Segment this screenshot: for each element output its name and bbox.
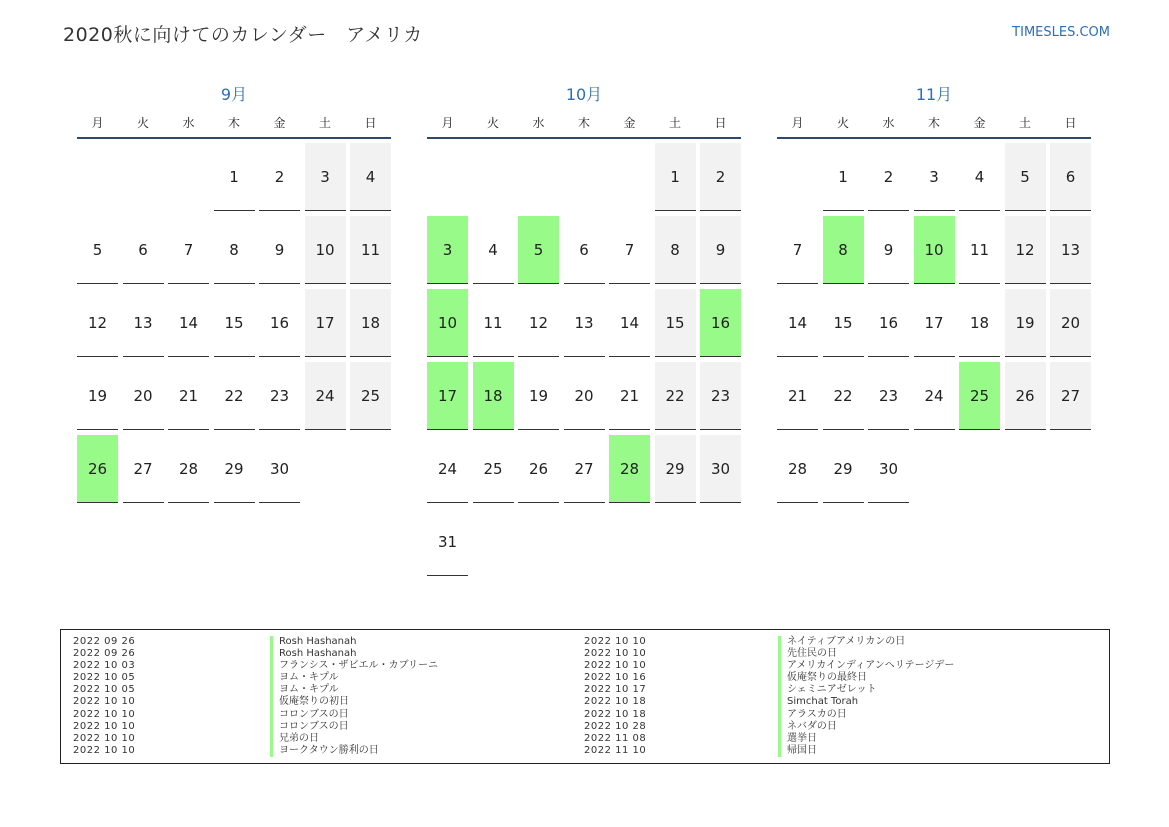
holiday-list [60, 629, 1110, 764]
month-name: 11月 [915, 85, 953, 104]
day-cell[interactable]: 23 [868, 362, 909, 430]
day-cell[interactable]: 2 [700, 143, 741, 211]
month-november [777, 84, 1091, 503]
day-cell[interactable]: 25 [473, 435, 514, 503]
day-cell[interactable]: 10 [914, 216, 955, 284]
day-cell[interactable]: 3 [914, 143, 955, 211]
day-cell[interactable]: 4 [350, 143, 391, 211]
day-cell[interactable]: 26 [518, 435, 559, 503]
blank-cell [77, 143, 118, 211]
weekday-header [77, 114, 391, 139]
weekday-label: 土 [1018, 116, 1031, 130]
holiday-name: ヨークタウン勝利の日 [270, 745, 438, 757]
day-cell[interactable]: 26 [1005, 362, 1046, 430]
holiday-date: 2022 09 26 [73, 636, 136, 647]
weekday-label: 月 [441, 116, 454, 130]
holiday-names-col-2 [778, 636, 954, 757]
day-cell[interactable]: 9 [259, 216, 300, 284]
day-cell[interactable]: 12 [1005, 216, 1046, 284]
day-cell[interactable]: 16 [259, 289, 300, 357]
weekday-label: 水 [532, 116, 545, 130]
holiday-date: 2022 11 08 [584, 732, 647, 744]
holiday-name: 選挙日 [778, 733, 954, 745]
blank-cell [564, 143, 605, 211]
holiday-date: 2022 09 26 [73, 648, 136, 660]
weekday-header [427, 114, 741, 139]
blank-cell [123, 143, 164, 211]
day-cell[interactable]: 17 [305, 289, 346, 357]
holiday-date: 2022 10 28 [584, 720, 647, 732]
day-cell[interactable]: 11 [350, 216, 391, 284]
holiday-date: 2022 10 03 [73, 660, 136, 672]
holiday-name: アラスカの日 [778, 709, 954, 721]
day-cell[interactable]: 20 [564, 362, 605, 430]
day-cell[interactable]: 3 [427, 216, 468, 284]
holiday-name: コロンブスの日 [270, 709, 438, 721]
day-cell[interactable]: 24 [427, 435, 468, 503]
holiday-name: フランシス・ザビエル・カブリーニ [270, 660, 438, 672]
day-cell[interactable]: 30 [259, 435, 300, 503]
weekday-label: 日 [364, 116, 377, 130]
day-cell[interactable]: 24 [305, 362, 346, 430]
day-cell[interactable]: 22 [214, 362, 255, 430]
day-cell[interactable]: 6 [1050, 143, 1091, 211]
days-grid [777, 143, 1091, 503]
weekday-label: 木 [927, 116, 940, 130]
month-september [77, 84, 391, 503]
day-cell[interactable]: 20 [1050, 289, 1091, 357]
day-cell[interactable]: 2 [259, 143, 300, 211]
blank-cell [473, 143, 514, 211]
day-cell[interactable]: 7 [609, 216, 650, 284]
day-cell[interactable]: 24 [914, 362, 955, 430]
weekday-label: 水 [882, 116, 895, 130]
day-cell[interactable]: 4 [473, 216, 514, 284]
blank-cell [427, 143, 468, 211]
day-cell[interactable]: 29 [823, 435, 864, 503]
holiday-date: 2022 10 10 [73, 720, 136, 732]
day-cell[interactable]: 7 [168, 216, 209, 284]
weekday-label: 日 [1064, 116, 1077, 130]
holiday-names-col-1 [270, 636, 438, 757]
holiday-name: ヨム・キプル [270, 684, 438, 696]
holiday-name: Rosh Hashanah [270, 648, 438, 660]
day-cell[interactable]: 14 [777, 289, 818, 357]
day-cell[interactable]: 22 [823, 362, 864, 430]
day-cell[interactable]: 12 [518, 289, 559, 357]
site-link[interactable]: TIMESLES.COM [1012, 25, 1110, 40]
day-cell[interactable]: 29 [655, 435, 696, 503]
day-cell[interactable]: 5 [1005, 143, 1046, 211]
weekday-label: 金 [973, 116, 986, 130]
holiday-name: ネイティブアメリカンの日 [778, 636, 954, 648]
day-cell[interactable]: 4 [959, 143, 1000, 211]
weekday-label: 火 [836, 116, 849, 130]
day-cell[interactable]: 28 [168, 435, 209, 503]
weekday-label: 水 [182, 116, 195, 130]
blank-cell [777, 143, 818, 211]
day-cell[interactable]: 18 [350, 289, 391, 357]
holiday-name: アメリカインディアンヘリテージデー [778, 660, 954, 672]
day-cell[interactable]: 8 [823, 216, 864, 284]
weekday-header [777, 114, 1091, 139]
day-cell[interactable]: 30 [700, 435, 741, 503]
weekday-label: 土 [668, 116, 681, 130]
holiday-name: シェミニアゼレット [778, 684, 954, 696]
day-cell[interactable]: 16 [868, 289, 909, 357]
day-cell[interactable]: 6 [123, 216, 164, 284]
holiday-dates-col-2 [584, 636, 646, 757]
day-cell[interactable]: 8 [655, 216, 696, 284]
day-cell[interactable]: 21 [777, 362, 818, 430]
day-cell[interactable]: 25 [350, 362, 391, 430]
day-cell[interactable]: 13 [1050, 216, 1091, 284]
day-cell[interactable]: 13 [123, 289, 164, 357]
day-cell[interactable]: 8 [214, 216, 255, 284]
month-name: 9月 [220, 85, 248, 104]
day-cell[interactable]: 20 [123, 362, 164, 430]
day-cell[interactable]: 31 [427, 508, 468, 576]
holiday-name: ヨム・キプル [270, 672, 438, 684]
day-cell[interactable]: 27 [564, 435, 605, 503]
weekday-label: 木 [577, 116, 590, 130]
weekday-label: 月 [791, 116, 804, 130]
days-grid [427, 143, 741, 576]
month-name: 10月 [565, 85, 603, 104]
holiday-date: 2022 10 10 [584, 660, 647, 672]
holiday-date: 2022 10 17 [584, 684, 647, 696]
day-cell[interactable]: 10 [427, 289, 468, 357]
day-cell[interactable]: 17 [427, 362, 468, 430]
day-cell[interactable]: 13 [564, 289, 605, 357]
holiday-name: Rosh Hashanah [270, 636, 438, 648]
day-cell[interactable]: 2 [868, 143, 909, 211]
day-cell[interactable]: 30 [868, 435, 909, 503]
day-cell[interactable]: 6 [564, 216, 605, 284]
holiday-date: 2022 10 10 [584, 648, 647, 660]
holiday-name: 仮庵祭りの最終日 [778, 672, 954, 684]
weekday-label: 土 [318, 116, 331, 130]
day-cell[interactable]: 1 [823, 143, 864, 211]
day-cell[interactable]: 17 [914, 289, 955, 357]
holiday-date: 2022 10 16 [584, 672, 647, 684]
holiday-date: 2022 10 10 [73, 708, 136, 720]
holiday-date: 2022 10 05 [73, 684, 136, 696]
day-cell[interactable]: 25 [959, 362, 1000, 430]
day-cell[interactable]: 12 [77, 289, 118, 357]
day-cell[interactable]: 14 [609, 289, 650, 357]
month-october [427, 84, 741, 576]
holiday-name: 仮庵祭りの初日 [270, 696, 438, 708]
blank-cell [168, 143, 209, 211]
day-cell[interactable]: 1 [655, 143, 696, 211]
day-cell[interactable]: 5 [77, 216, 118, 284]
weekday-label: 火 [136, 116, 149, 130]
day-cell[interactable]: 5 [518, 216, 559, 284]
weekday-label: 日 [714, 116, 727, 130]
day-cell[interactable]: 18 [959, 289, 1000, 357]
day-cell[interactable]: 9 [700, 216, 741, 284]
day-cell[interactable]: 16 [700, 289, 741, 357]
day-cell[interactable]: 15 [214, 289, 255, 357]
holiday-name: 先住民の日 [778, 648, 954, 660]
day-cell[interactable]: 10 [305, 216, 346, 284]
day-cell[interactable]: 14 [168, 289, 209, 357]
holiday-name: 帰国日 [778, 745, 954, 757]
holiday-date: 2022 10 05 [73, 672, 136, 684]
blank-cell [609, 143, 650, 211]
holiday-name: コロンブスの日 [270, 721, 438, 733]
holiday-date: 2022 10 10 [73, 744, 136, 756]
day-cell[interactable]: 9 [868, 216, 909, 284]
weekday-label: 金 [273, 116, 286, 130]
holiday-name: ネバダの日 [778, 721, 954, 733]
day-cell[interactable]: 21 [609, 362, 650, 430]
holiday-name: Simchat Torah [778, 696, 954, 708]
day-cell[interactable]: 15 [823, 289, 864, 357]
holiday-date: 2022 10 10 [73, 696, 136, 708]
day-cell[interactable]: 1 [214, 143, 255, 211]
day-cell[interactable]: 22 [655, 362, 696, 430]
holiday-date: 2022 10 18 [584, 708, 647, 720]
day-cell[interactable]: 18 [473, 362, 514, 430]
day-cell[interactable]: 21 [168, 362, 209, 430]
day-cell[interactable]: 29 [214, 435, 255, 503]
day-cell[interactable]: 7 [777, 216, 818, 284]
day-cell[interactable]: 15 [655, 289, 696, 357]
day-cell[interactable]: 23 [700, 362, 741, 430]
holiday-date: 2022 10 10 [73, 732, 136, 744]
holiday-date: 2022 11 10 [584, 744, 647, 756]
holiday-name: 兄弟の日 [270, 733, 438, 745]
weekday-label: 金 [623, 116, 636, 130]
weekday-label: 月 [91, 116, 104, 130]
day-cell[interactable]: 28 [609, 435, 650, 503]
day-cell[interactable]: 27 [123, 435, 164, 503]
days-grid [77, 143, 391, 503]
holiday-date: 2022 10 18 [584, 696, 647, 708]
holiday-date: 2022 10 10 [584, 636, 647, 647]
day-cell[interactable]: 23 [259, 362, 300, 430]
day-cell[interactable]: 11 [959, 216, 1000, 284]
page-title: 2020秋に向けてのカレンダー アメリカ [63, 24, 423, 46]
day-cell[interactable]: 3 [305, 143, 346, 211]
day-cell[interactable]: 11 [473, 289, 514, 357]
day-cell[interactable]: 28 [777, 435, 818, 503]
day-cell[interactable]: 26 [77, 435, 118, 503]
weekday-label: 木 [227, 116, 240, 130]
day-cell[interactable]: 19 [77, 362, 118, 430]
holiday-dates-col-1 [73, 636, 135, 757]
day-cell[interactable]: 19 [518, 362, 559, 430]
blank-cell [518, 143, 559, 211]
weekday-label: 火 [486, 116, 499, 130]
day-cell[interactable]: 19 [1005, 289, 1046, 357]
day-cell[interactable]: 27 [1050, 362, 1091, 430]
